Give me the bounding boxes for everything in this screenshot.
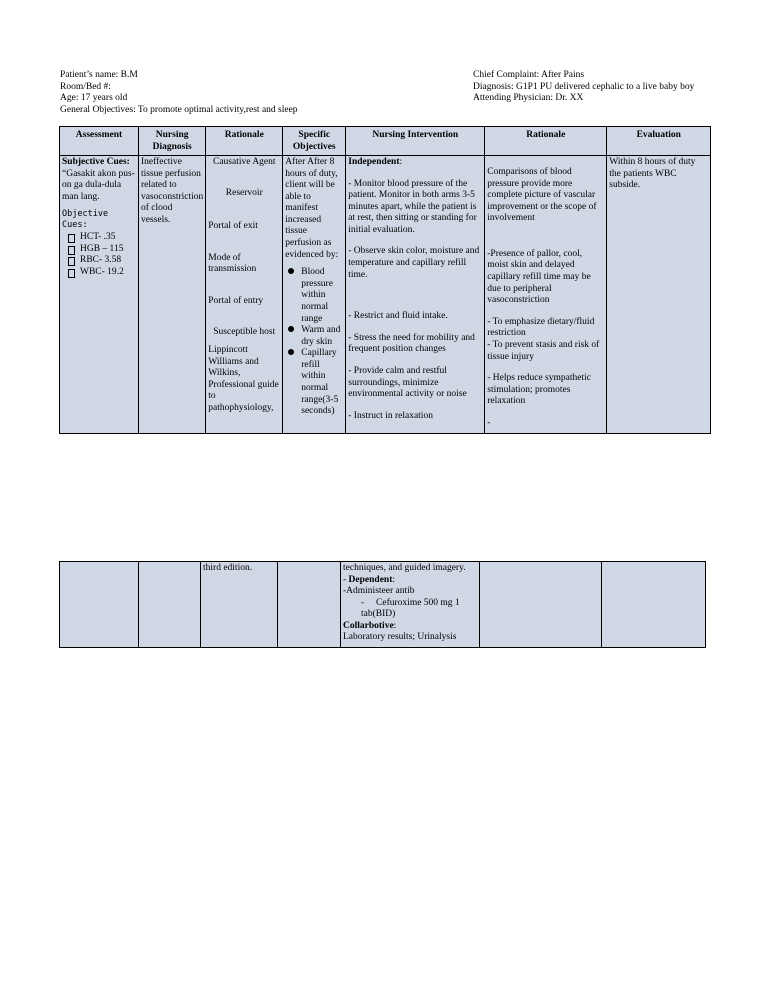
list-item: Blood pressure within normal range: [301, 267, 343, 325]
objectives-cell-cont: [278, 562, 341, 648]
rationale-item: -: [487, 417, 491, 428]
rationale-item: - To prevent stasis and risk of tissue injury: [487, 339, 600, 362]
nursing-diagnosis-cell: Ineffective tissue perfusion related to vasoconstriction of clood vessels.: [139, 156, 206, 434]
portal-of-entry: Portal of entry: [208, 295, 264, 306]
rationale-2-cell: [485, 156, 607, 434]
bullet-icon: [288, 268, 294, 274]
col-specific-objectives: Specific Objectives: [283, 127, 346, 156]
independent-label: Independent: [348, 157, 400, 167]
col-rationale: Rationale: [206, 127, 283, 156]
chief-complaint: Chief Complaint: After Pains: [473, 70, 585, 80]
table-row: [60, 562, 706, 648]
rationale-item: - Helps reduce sympathetic stimulation; promotes relaxation: [487, 373, 591, 407]
bullet-icon: [288, 349, 294, 355]
causative-agent: Causative Agent: [213, 157, 276, 167]
list-item: RBC- 3.58: [68, 255, 136, 267]
room-bed: Room/Bed #:: [60, 81, 111, 92]
patient-age: Age: 17 years old: [60, 93, 128, 103]
dependent-label: Dependent: [348, 574, 393, 585]
subjective-text: “Gasakit akon pus-on ga dula-dula man lang.: [62, 168, 135, 202]
patient-name: Patient’s name: B.M: [60, 70, 138, 80]
interventions-cell-cont: techniques, and guided imagery. - Dependent: -Administeer antib - Cefuroxime 500 mg 1 tab(BID) Collarbotive: Laboratory results; Urinalysis: [341, 562, 480, 648]
checkbox-icon: [68, 234, 75, 243]
interventions-cell: Independent: - Monitor blood pressure of the patient. Monitor in both arms 3-5 minutes apart, while the patient is at rest, then sitting or standing for initial evaluation. - Observe skin color, moisture and temperature and capillary refill time. - Restrict and fluid intake. - Stress the need for mobility and frequent position changes - Provide calm and restful surroundings, minimize environmental activity or noise - Instruct in relaxation: [346, 156, 485, 434]
intervention-cont: techniques, and guided imagery.: [343, 563, 466, 573]
subjective-label: Subjective Cues:: [62, 157, 130, 167]
bullet-icon: [288, 326, 294, 332]
objectives-intro: After After 8 hours of duty, client will be able to manifest increased tissue perfusion as evidenced by:: [285, 157, 339, 260]
portal-of-exit: Portal of exit: [208, 221, 258, 232]
dependent-text: -Administeer antib: [343, 586, 415, 597]
rationale-cell: [206, 156, 283, 434]
list-item: HGB – 115: [68, 244, 136, 256]
col-nursing-diagnosis: Nursing Diagnosis: [139, 127, 206, 156]
patient-info: [60, 70, 298, 116]
list-item: Capillary refill within normal range(3-5 seconds): [301, 348, 343, 417]
intervention-item: - Stress the need for mobility and frequent position changes: [348, 332, 475, 355]
list-item: WBC- 19.2: [68, 267, 136, 279]
attending-physician: Attending Physician: Dr. XX: [473, 93, 584, 103]
care-plan-table-continued: [59, 561, 706, 648]
general-objectives: General Objectives: To promote optimal activity,rest and sleep: [60, 104, 298, 115]
objectives-list: [285, 267, 343, 418]
reservoir: Reservoir: [225, 187, 263, 198]
checkbox-icon: [68, 257, 75, 266]
col-nursing-intervention: Nursing Intervention: [346, 127, 485, 156]
mode-of-transmission: Mode of transmission: [208, 252, 257, 275]
clinical-info: [473, 70, 694, 105]
col-evaluation: Evaluation: [607, 127, 711, 156]
objective-label: Objective Cues:: [62, 209, 109, 230]
col-rationale-2: Rationale: [485, 127, 607, 156]
list-item: HCT- .35: [68, 232, 136, 244]
table-row: [60, 156, 711, 434]
rationale-item: - To emphasize dietary/fluid restriction: [487, 316, 595, 339]
intervention-item: - Restrict and fluid intake.: [348, 311, 448, 322]
list-item: Warm and dry skin: [301, 325, 343, 348]
rationale-item: Comparisons of blood pressure provide more complete picture of vascular improvement or the scope of involvement: [487, 167, 597, 224]
rationale-cell-cont: third edition.: [201, 562, 278, 648]
intervention-item: - Observe skin color, moisture and temperature and capillary refill time.: [348, 246, 480, 280]
intervention-item: - Instruct in relaxation: [348, 410, 433, 421]
evaluation-cell: Within 8 hours of duty the patients WBC subside.: [607, 156, 711, 434]
drug-order: - Cefuroxime 500 mg 1 tab(BID): [361, 597, 460, 620]
checkbox-icon: [68, 246, 75, 255]
intervention-item: - Provide calm and restful surroundings, minimize environmental activity or noise: [348, 365, 467, 400]
intervention-item: - Monitor blood pressure of the patient. Monitor in both arms 3-5 minutes apart, while the patient is at rest, then sitting or standing for initial evaluation.: [348, 178, 477, 235]
collaborative-label: Collarbotive: [343, 620, 394, 631]
assessment-cell: [60, 156, 139, 434]
nursing-diagnosis-cell-cont: [139, 562, 201, 648]
care-plan-table: [59, 126, 711, 434]
objective-list: [62, 232, 136, 278]
table-header-row: [60, 127, 711, 156]
col-assessment: Assessment: [60, 127, 139, 156]
diagnosis: Diagnosis: G1P1 PU delivered cephalic to a live baby boy: [473, 81, 695, 92]
objectives-cell: [283, 156, 346, 434]
rationale-2-cell-cont: [480, 562, 602, 648]
susceptible-host: Susceptible host: [213, 327, 276, 338]
assessment-cell-cont: [60, 562, 139, 648]
rationale-item: -Presence of pallor, cool, moist skin and delayed capillary refill time may be due to peripheral vasoconstriction: [487, 248, 591, 306]
collaborative-text: Laboratory results; Urinalysis: [343, 632, 457, 643]
checkbox-icon: [68, 269, 75, 278]
reference: Lippincott Williams and Wilkins, Professional guide to pathophysiology,: [208, 345, 279, 413]
evaluation-cell-cont: [602, 562, 706, 648]
